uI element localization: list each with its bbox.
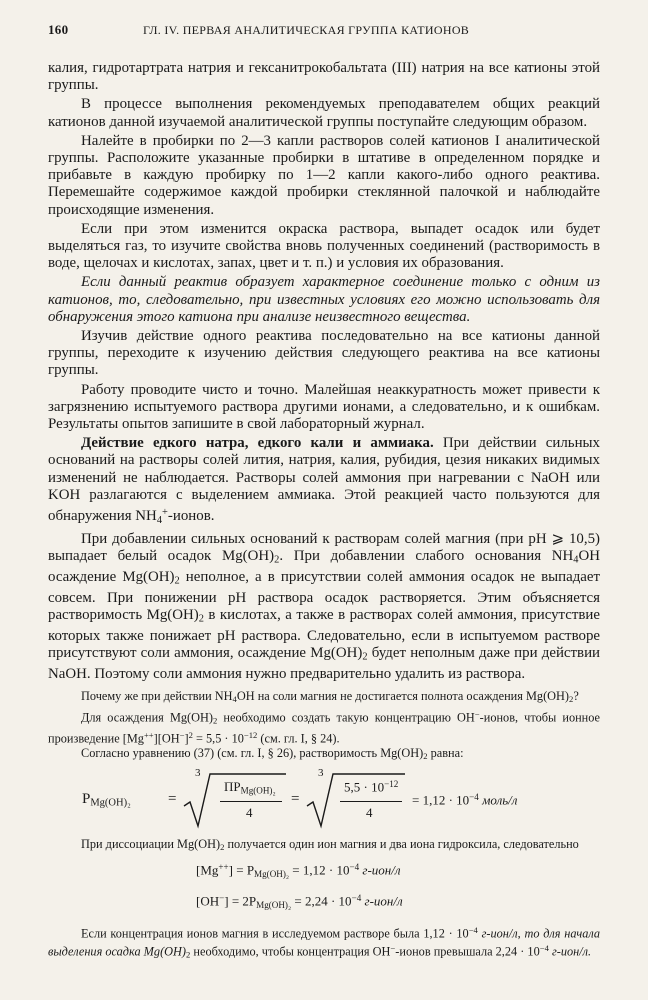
body-text — [48, 60, 600, 962]
paragraph-section: Действие едкого натра, едкого кали и аммиака. При действии сильных оснований на растворы солей лития, натрия, калия, рубидия, цезия никаких видимых изменений не наблюдается. Растворы солей аммония при нагревании с NaOH или KOH разлагаются с выделением аммиака. Этой реакцией часто пользуются для обнаружения $NH_4^+$-ионов. — [48, 435, 601, 526]
formula-lhs: $P_{Mg(OH)_2}$ — [82, 791, 131, 810]
formula-result: = $1,12 \cdot 10^{-4}$ моль/л — [412, 792, 518, 809]
small-print-block — [48, 837, 600, 855]
book-page — [48, 18, 600, 962]
small-paragraph: Согласно уравнению (37) (см. гл. I, § 26), растворимость $Mg(OH)_2$ равна: — [81, 745, 464, 761]
page-number: 160 — [48, 22, 69, 37]
paragraph: Работу проводите чисто и точно. Малейшая неаккуратность может привести к загрязнению испытуемого раствора другими ионами, а следовательно, и к ошибкам. Результаты опытов запишите в свой лабораторный журнал. — [48, 381, 600, 433]
fraction-bar-2 — [340, 801, 402, 802]
paragraph: При добавлении сильных оснований к растворам солей магния (при pH ⩾ 10,5) выпадает белый осадок $Mg(OH)_2$. При добавлении слабого основания $NH_4OH$ осаждение $Mg(OH)_2$ неполное, а в присутствии солей аммония осадок не выпадает совсем. При понижении pH раствора осадок растворяется. Этим объясняется растворимость $Mg(OH)_2$ в кислотах, а также в растворах солей аммония, присутствие которых также понижает pH раствора. Следовательно, если в испытуемом растворе присутствуют соли аммония, осаждение $Mg(OH)_2$ будет неполным даже при действии NaOH. Поэтому соли аммония нужно предварительно удалить из раствора. — [48, 531, 601, 682]
formula-equals: = — [168, 791, 177, 808]
paragraph-italic: Если данный реактив образует характерное соединение только с одним из катионов, то, следовательно, при известных условиях его можно использовать для обнаружения этого катиона при анализе неизвестного вещества. — [48, 274, 600, 325]
paragraph: Налейте в пробирки по 2—3 капли растворов солей катионов I аналитической группы. Расположите указанные пробирки в штативе в определенном порядке и прибавьте в каждую пробирку по 1—2 капли какого-либо одного реактива. Перемешайте содержимое каждой пробирки стеклянной палочкой и наблюдайте происходящие изменения. — [48, 132, 600, 218]
question-text: Почему же при действии $NH_4OH$ на соли магния не достигается полнота осаждения $Mg(OH)_2$? — [81, 689, 579, 705]
small-print-block — [48, 923, 600, 962]
paragraph: Изучив действие одного реактива последовательно на все катионы данной группы, переходите к изучению действия следующего реактива на все катионы группы. — [48, 328, 600, 379]
magnesium-ion-equation: $[Mg^{++}] = P_{Mg(OH)_2} = 1,12 \cdot 10^{-4}$ г-ион/л — [196, 862, 401, 880]
small-print-block — [48, 689, 600, 763]
fraction-numerator-2: $5,5 \cdot 10^{-12}$ — [344, 779, 399, 796]
fraction-numerator-1: $ПР_{Mg(OH)_2}$ — [224, 779, 276, 796]
fraction-denominator-2: 4 — [366, 805, 373, 821]
running-header — [48, 18, 600, 40]
root-index: 3 — [195, 767, 201, 780]
formula-equals: = — [291, 791, 300, 808]
small-paragraph: Для осаждения $Mg(OH)_2$ необходимо создать такую концентрацию OH−-ионов, чтобы ионное произведение $[Mg^{++}][OH^-]^2 = 5,5 \cdot 10^{-12}$ (см. гл. I, § 24). — [48, 708, 601, 746]
small-paragraph: Если концентрация ионов магния в исследуемом растворе была $1,12 \cdot 10^{-4}$ г-ион/л, то для начала выделения осадка $Mg(OH)_2$ необходимо, чтобы концентрация OH−-ионов превышала $2,24 \cdot 10^{-4}$ г-ион/л. — [48, 924, 600, 960]
root-index: 3 — [318, 767, 324, 780]
section-heading: Действие едкого натра, едкого кали и аммиака. — [81, 435, 434, 452]
solubility-formula — [48, 767, 600, 833]
paragraph: В процессе выполнения рекомендуемых преподавателем общих реакций катионов данной изучаемой аналитической группы поступайте следующим образом. — [48, 96, 600, 130]
paragraph: калия, гидротартрата натрия и гексанитрокобальтата (III) натрия на все катионы этой группы. — [48, 60, 600, 94]
fraction-bar-1 — [220, 801, 282, 802]
hydroxide-ion-equation: $[OH^-] = 2P_{Mg(OH)_2} = 2,24 \cdot 10^{-4}$ г-ион/л — [196, 893, 403, 910]
small-paragraph: При диссоциации $Mg(OH)_2$ получается один ион магния и два иона гидроксила, следовательно — [81, 837, 579, 853]
running-title: ГЛ. IV. ПЕРВАЯ АНАЛИТИЧЕСКАЯ ГРУППА КАТИОНОВ — [143, 23, 470, 37]
fraction-denominator-1: 4 — [246, 805, 253, 821]
paragraph: Если при этом изменится окраска раствора, выпадет осадок или будет выделяться газ, то изучите свойства вновь полученных соединений (растворимость в воде, щелочах и кислотах, запах, цвет и т. п.) и условия их образования. — [48, 220, 600, 272]
